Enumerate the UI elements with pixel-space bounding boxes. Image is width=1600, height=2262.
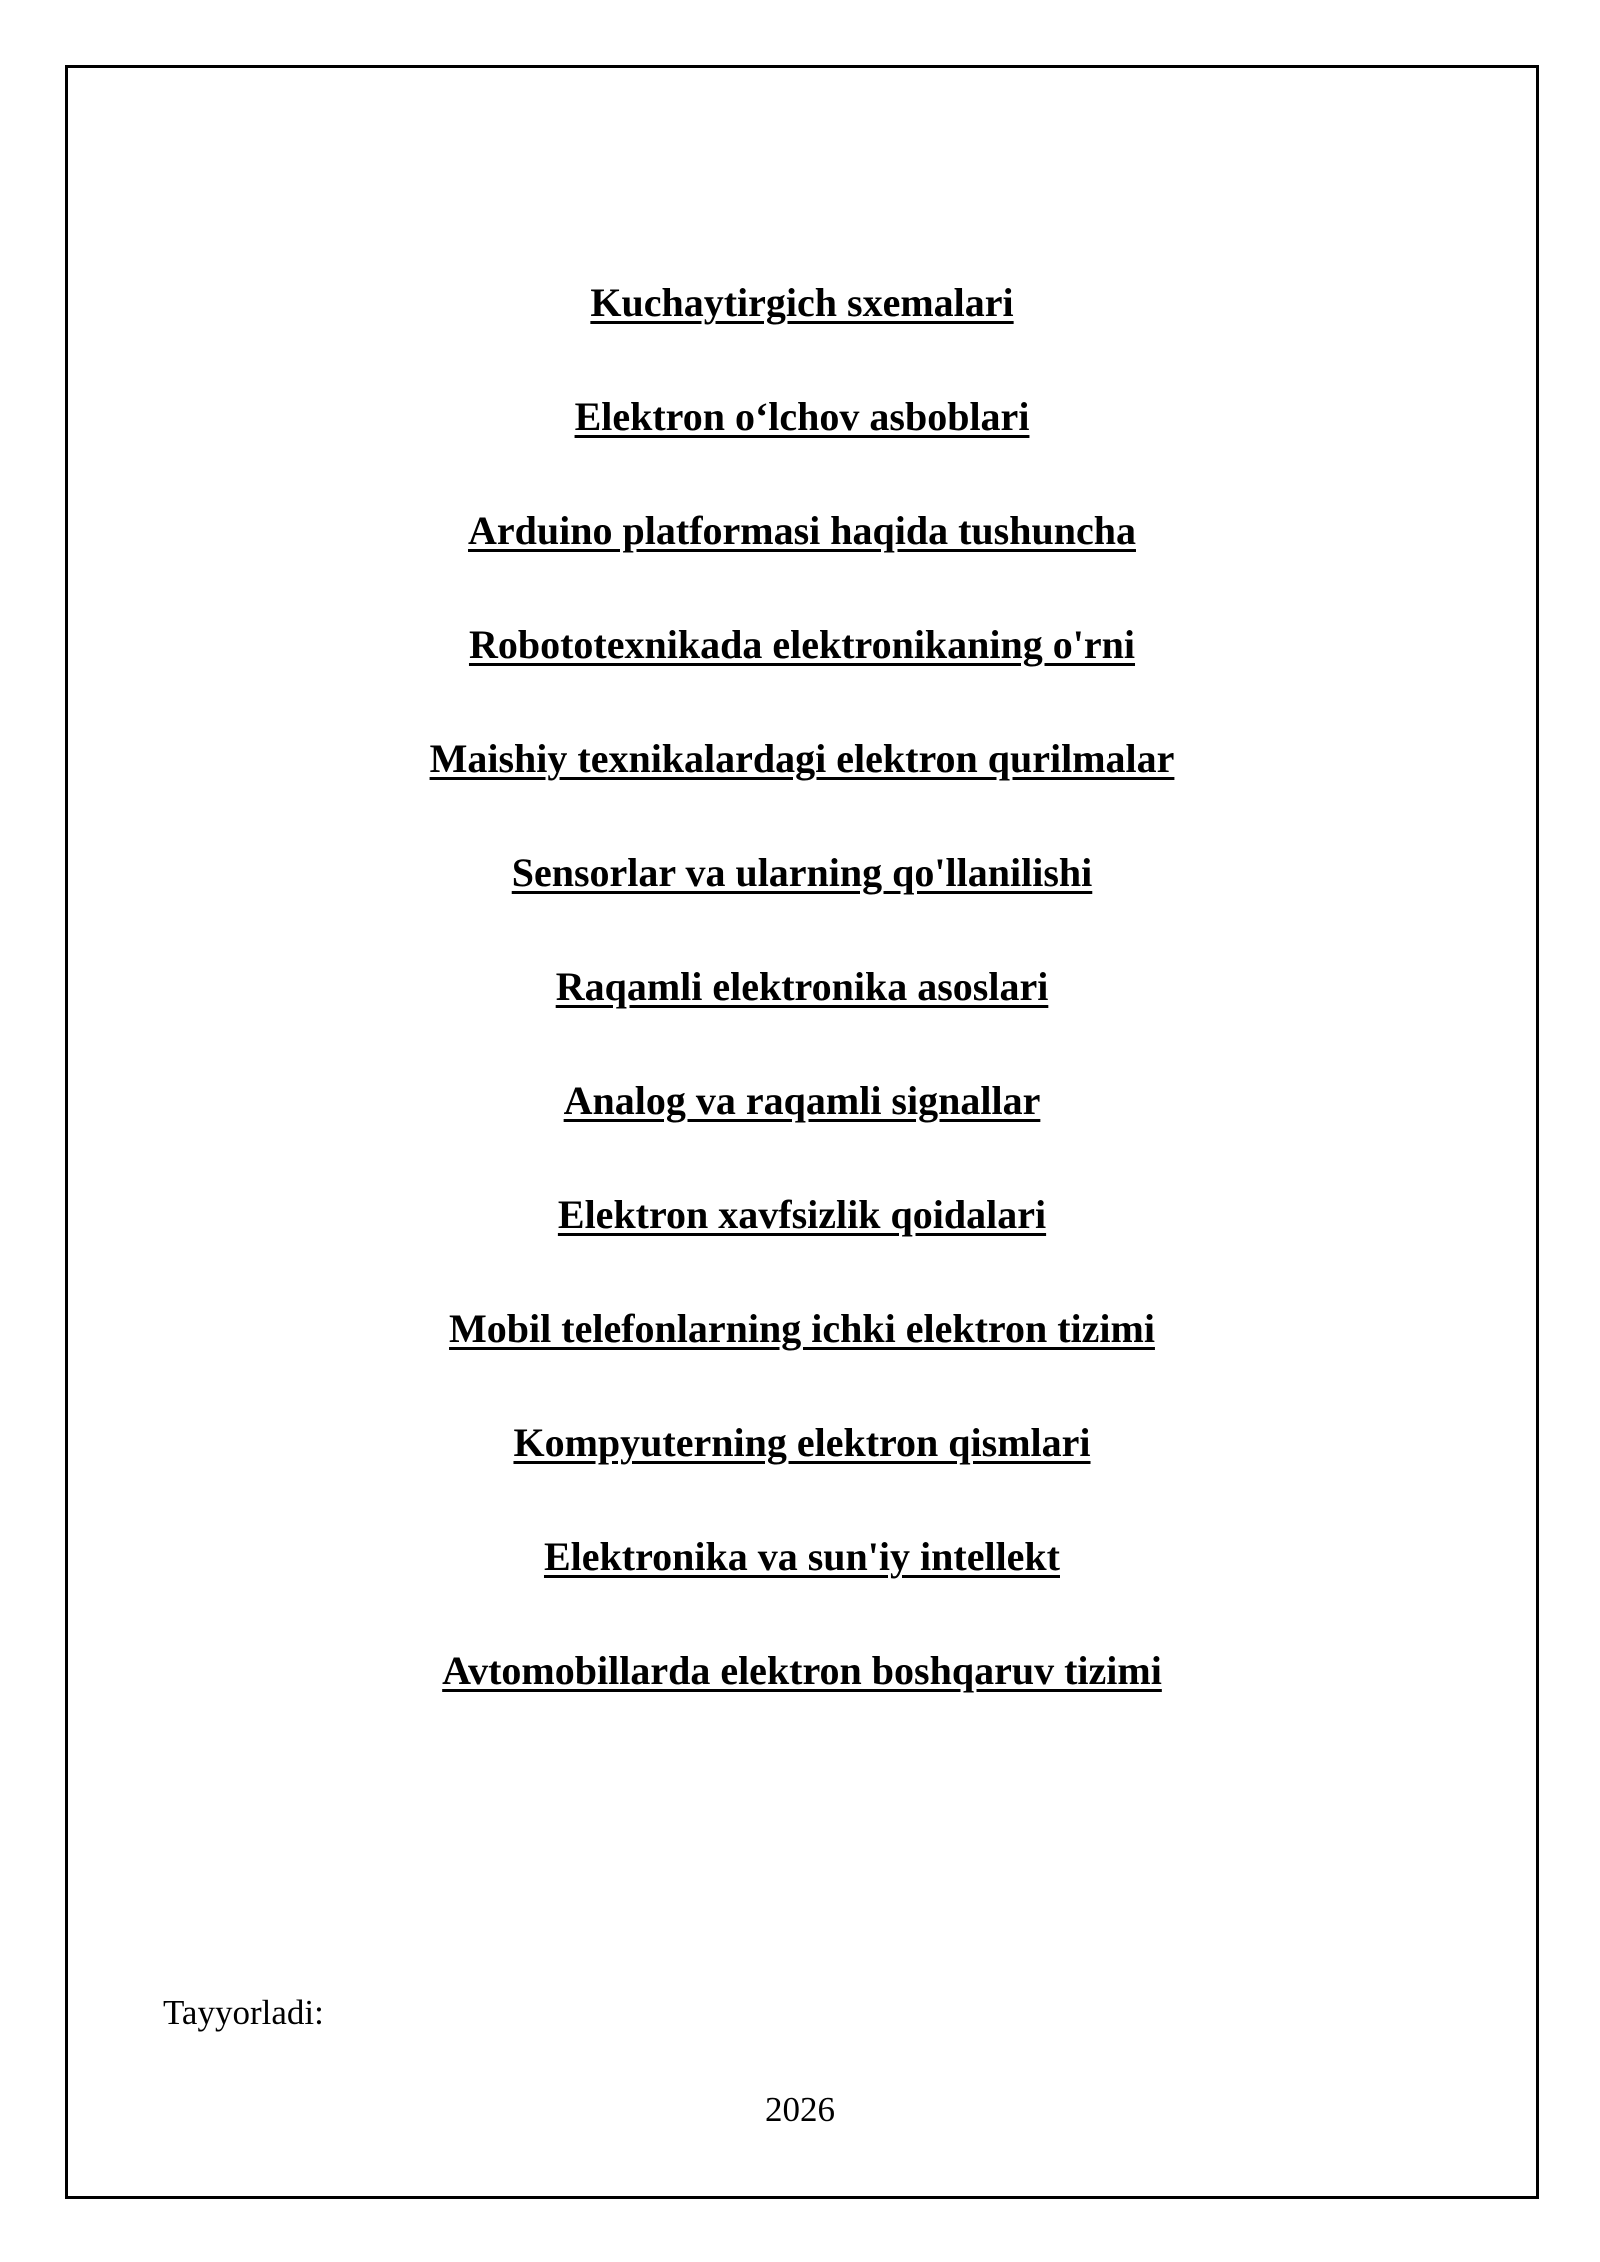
- topic-list: [68, 268, 1536, 1750]
- topic-item: [68, 1408, 1536, 1522]
- topic-item: [68, 382, 1536, 496]
- topic-title: Kompyuterning elektron qismlari: [513, 1420, 1091, 1465]
- topic-item: [68, 838, 1536, 952]
- topic-title: Elektronika va sun'iy intellekt: [543, 1534, 1060, 1579]
- topic-title: Kuchaytirgich sxemalari: [590, 280, 1014, 325]
- topic-item: [68, 1294, 1536, 1408]
- topic-title: Elektron xavfsizlik qoidalari: [557, 1192, 1047, 1237]
- topic-item: [68, 1636, 1536, 1750]
- topic-title: Arduino platformasi haqida tushuncha: [468, 508, 1136, 553]
- topic-title: Mobil telefonlarning ichki elektron tizimi: [449, 1306, 1155, 1351]
- topic-item: [68, 1180, 1536, 1294]
- page-border: [65, 65, 1539, 2199]
- topic-item: [68, 1522, 1536, 1636]
- topic-item: [68, 496, 1536, 610]
- topic-item: [68, 952, 1536, 1066]
- topic-title: Robototexnikada elektronikaning o'rni: [468, 622, 1136, 667]
- topic-title: Elektron o‘lchov asboblari: [574, 394, 1030, 439]
- year-label: 2026: [765, 2090, 835, 2129]
- topic-item: [68, 268, 1536, 382]
- prepared-by-label: Tayyorladi:: [163, 1993, 324, 2032]
- topic-item: [68, 610, 1536, 724]
- topic-title: Analog va raqamli signallar: [563, 1078, 1041, 1123]
- topic-item: [68, 724, 1536, 838]
- topic-title: Avtomobillarda elektron boshqaruv tizimi: [442, 1648, 1162, 1693]
- topic-title: Sensorlar va ularning qo'llanilishi: [511, 850, 1093, 895]
- topic-title: Maishiy texnikalardagi elektron qurilmalar: [429, 736, 1175, 781]
- topic-title: Raqamli elektronika asoslari: [555, 964, 1049, 1009]
- topic-item: [68, 1066, 1536, 1180]
